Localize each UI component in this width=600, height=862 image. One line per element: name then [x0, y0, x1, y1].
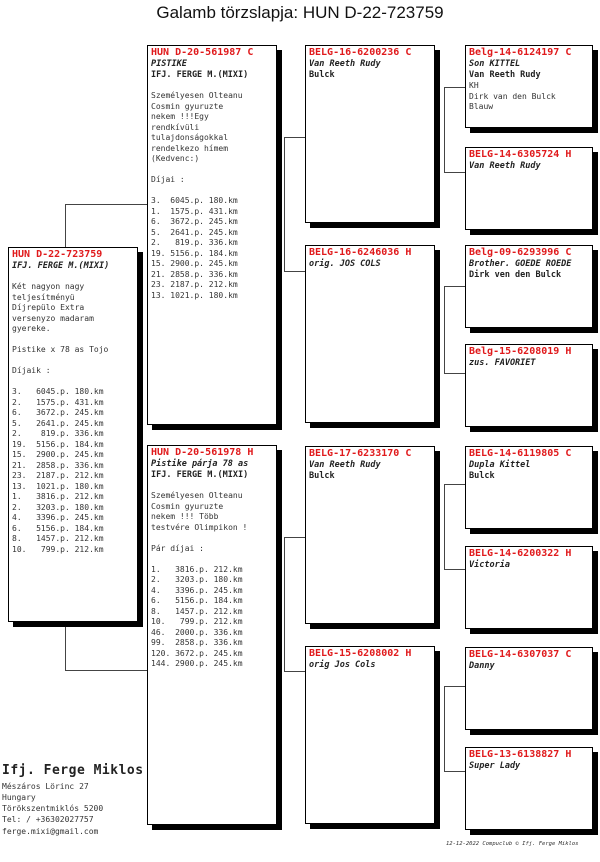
mother-notes: Személyesen Olteanu Cosmin gyuruzte nekem !!! Több testvére Olimpikon ! Pár díjai : 1. 3816.p. 212.km 2. 3203.p. 180.km 4. 3396.p. 245.km 6. 5156.p. 184.km 8. 1457.p. 212.km 10. 799.p. 212.km 46. 2000.p. 336.km 99. 2858.p. 336.km 120. 3672.p. 245.km 144. 2900.p. 245.km [151, 491, 248, 668]
father-ring: HUN D-20-561987 C [151, 47, 254, 58]
fff-card [465, 45, 593, 128]
connector-line [444, 286, 445, 374]
mf-card [305, 446, 435, 624]
connector-line [444, 771, 465, 772]
mmm-name: Super Lady [469, 761, 521, 771]
connector-line [284, 537, 285, 672]
subject-ring: HUN D-22-723759 [12, 249, 103, 260]
fmf-card [465, 245, 593, 328]
ffm-name: Van Reeth Rudy [469, 161, 541, 171]
connector-line [444, 686, 465, 687]
mmf-card [465, 647, 593, 730]
connector-line [444, 172, 465, 173]
fmm-name: zus. FAVORIET [469, 358, 536, 368]
connector-line [444, 484, 465, 485]
breeder-address: Mészáros Lörinc 27 [2, 782, 89, 791]
mmf-name: Danny [469, 661, 495, 671]
fmm-ring: Belg-15-6208019 H [469, 346, 572, 357]
fmf-ring: Belg-09-6293996 C [469, 247, 572, 258]
connector-line [444, 686, 445, 772]
fff-name: Son KITTEL [469, 59, 521, 69]
ff-name: Van Reeth Rudy [309, 59, 381, 69]
breeder-city: Törökszentmiklós 5200 [2, 804, 104, 813]
mm-name: orig Jos Cols [309, 660, 376, 670]
connector-line [65, 626, 66, 670]
fmf-name: Brother. GOEDE ROEDE [469, 259, 572, 269]
mother-name: Pistike párja 78 as [151, 459, 249, 469]
fmf-owner: Dirk ven den Bulck [469, 270, 562, 280]
connector-line [444, 569, 465, 570]
fm-card [305, 245, 435, 423]
connector-line [444, 286, 465, 287]
mff-owner: Bulck [469, 471, 495, 481]
mm-ring: BELG-15-6208002 H [309, 648, 412, 659]
father-notes: Személyesen Olteanu Cosmin gyuruzte nekem !!!Egy rendkívüli tulajdonságokkal rendelkezo hímem (Kedvenc:) Díjai : 3. 6045.p. 180.km 1. 1575.p. 431.km 6. 3672.p. 245.km 5. 2641.p. 245.km 2. 819.p. 336.km 19. 5156.p. 184.km 15. 2900.p. 245.km 21. 2858.p. 336.km 23. 2187.p. 212.km 13. 1021.p. 180.km [151, 91, 243, 300]
connector-line [444, 87, 445, 173]
connector-line [284, 137, 285, 272]
subject-notes: Két nagyon nagy teljesítményü Díjrepülo Extra versenyzo madaram gyereke. Pistike x 78 as Tojo Díjaik : 3. 6045.p. 180.km 2. 1575.p. 431.km 6. 3672.p. 245.km 5. 2641.p. 245.km 2. 819.p. 336.km 19. 5156.p. 184.km 15. 2900.p. 245.km 21. 2858.p. 336.km 23. 2187.p. 212.km 13. 1021.p. 180.km 1. 3816.p. 212.km 2. 3203.p. 180.km 4. 3396.p. 245.km 6. 5156.p. 184.km 8. 1457.p. 212.km 10. 799.p. 212.km [12, 282, 109, 554]
mf-name: Van Reeth Rudy [309, 460, 381, 470]
connector-line [284, 137, 305, 138]
connector-line [444, 484, 445, 570]
page-title: Galamb törzslapja: HUN D-22-723759 [156, 3, 444, 22]
connector-line [65, 204, 66, 252]
breeder-email: ferge.mixi@gmail.com [2, 827, 99, 836]
ff-card [305, 45, 435, 223]
breeder-phone: Tel: / +36302027757 [2, 815, 94, 824]
father-owner: IFJ. FERGE M.(MIXI) [151, 70, 249, 80]
mfm-name: Victoria [469, 560, 510, 570]
mother-owner: IFJ. FERGE M.(MIXI) [151, 470, 249, 480]
credit-line: 12-12-2022 Compuclub © Ifj. Ferge Miklos [446, 841, 579, 847]
fm-name: orig. JOS COLS [309, 259, 381, 269]
mf-owner: Bulck [309, 471, 335, 481]
ff-owner: Bulck [309, 70, 335, 80]
fff-ring: Belg-14-6124197 C [469, 47, 572, 58]
mfm-ring: BELG-14-6200322 H [469, 548, 572, 559]
mmf-ring: BELG-14-6307037 C [469, 649, 572, 660]
mm-card [305, 646, 435, 824]
connector-line [284, 537, 305, 538]
ffm-card [465, 147, 593, 230]
ff-ring: BELG-16-6200236 C [309, 47, 412, 58]
connector-line [444, 87, 465, 88]
breeder-country: Hungary [2, 793, 36, 802]
connector-line [444, 373, 465, 374]
mfm-card [465, 546, 593, 629]
mother-card [147, 445, 277, 825]
subject-card [8, 247, 138, 622]
father-card [147, 45, 277, 425]
connector-line [65, 204, 147, 205]
connector-line [65, 670, 147, 671]
mmm-card [465, 747, 593, 830]
mff-card [465, 446, 593, 529]
connector-line [284, 271, 305, 272]
breeder-name: Ifj. Ferge Miklos [2, 763, 144, 778]
father-name: PISTIKE [151, 59, 187, 69]
ffm-ring: BELG-14-6305724 H [469, 149, 572, 160]
mmm-ring: BELG-13-6138827 H [469, 749, 572, 760]
fm-ring: BELG-16-6246036 H [309, 247, 412, 258]
mff-name: Dupla Kittel [469, 460, 531, 470]
mother-ring: HUN D-20-561978 H [151, 447, 254, 458]
mf-ring: BELG-17-6233170 C [309, 448, 412, 459]
subject-name: IFJ. FERGE M.(MIXI) [12, 261, 110, 271]
fff-notes: KH Dirk van den Bulck Blauw [469, 81, 556, 111]
fff-owner: Van Reeth Rudy [469, 70, 541, 80]
fmm-card [465, 344, 593, 427]
mff-ring: BELG-14-6119805 C [469, 448, 572, 459]
connector-line [284, 671, 305, 672]
